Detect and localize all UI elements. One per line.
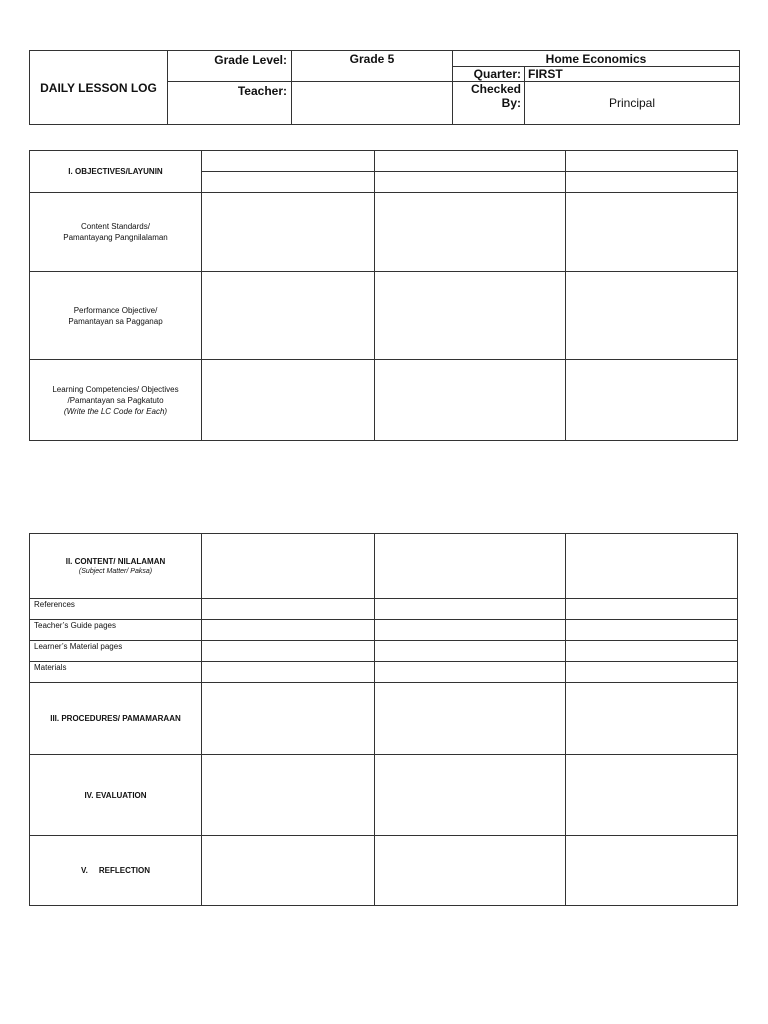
references-day2[interactable] [375,599,566,620]
materials-label: Materials [30,662,202,683]
performance-day3[interactable] [566,272,738,360]
materials-day3[interactable] [566,662,738,683]
learners-material-day3[interactable] [566,641,738,662]
checked-by-label: Checked By: [453,82,525,125]
lc-line1: Learning Competencies/ Objectives [52,384,179,394]
performance-day1[interactable] [202,272,375,360]
principal-field[interactable]: Principal [525,82,740,125]
performance-objective-label [30,272,202,360]
performance-line2: Pamantayan sa Pagganap [68,316,163,326]
performance-day2[interactable] [375,272,566,360]
content-standards-line1: Content Standards/ [81,222,150,231]
content-standards-line2: Pamantayang Pangnilalaman [63,233,168,242]
reflection-day1[interactable] [202,836,375,906]
materials-day1[interactable] [202,662,375,683]
content-standards-day3[interactable] [566,193,738,272]
content-heading [30,534,202,599]
references-day1[interactable] [202,599,375,620]
procedures-day3[interactable] [566,683,738,755]
performance-line1: Performance Objective/ [73,305,158,315]
references-label: References [30,599,202,620]
day1-subheader-cell[interactable] [202,172,375,193]
learners-material-day2[interactable] [375,641,566,662]
page-title: DAILY LESSON LOG [30,51,168,125]
grade-level-label: Grade Level: [168,51,292,82]
content-standards-label [30,193,202,272]
learning-competencies-day2[interactable] [375,360,566,441]
evaluation-day2[interactable] [375,755,566,836]
content-heading-text: II. CONTENT/ NILALAMAN [65,557,166,566]
learners-material-day1[interactable] [202,641,375,662]
content-table [29,533,738,906]
objectives-heading: I. OBJECTIVES/LAYUNIN [30,151,202,193]
teacher-label: Teacher: [168,82,292,125]
quarter-value[interactable]: FIRST [525,67,740,82]
reflection-heading: V. REFLECTION [30,836,202,906]
procedures-heading: III. PROCEDURES/ PAMAMARAAN [30,683,202,755]
day1-header-cell[interactable] [202,151,375,172]
learning-competencies-label [30,360,202,441]
day3-subheader-cell[interactable] [566,172,738,193]
objectives-table [29,150,738,441]
header-table [29,50,740,125]
lc-note: (Write the LC Code for Each) [63,406,168,416]
procedures-day2[interactable] [375,683,566,755]
day2-subheader-cell[interactable] [375,172,566,193]
reflection-day3[interactable] [566,836,738,906]
content-day2[interactable] [375,534,566,599]
grade-level-value[interactable]: Grade 5 [292,51,453,82]
content-subheading: (Subject Matter/ Paksa) [78,568,153,575]
reflection-day2[interactable] [375,836,566,906]
teacher-field[interactable] [292,82,453,125]
teachers-guide-day3[interactable] [566,620,738,641]
quarter-label: Quarter: [453,67,525,82]
content-standards-day1[interactable] [202,193,375,272]
evaluation-heading: IV. EVALUATION [30,755,202,836]
materials-day2[interactable] [375,662,566,683]
teachers-guide-day1[interactable] [202,620,375,641]
references-day3[interactable] [566,599,738,620]
learners-material-label: Learner’s Material pages [30,641,202,662]
day3-header-cell[interactable] [566,151,738,172]
evaluation-day1[interactable] [202,755,375,836]
subject-value[interactable]: Home Economics [453,51,740,67]
content-standards-day2[interactable] [375,193,566,272]
teachers-guide-day2[interactable] [375,620,566,641]
day2-header-cell[interactable] [375,151,566,172]
teachers-guide-label: Teacher’s Guide pages [30,620,202,641]
evaluation-day3[interactable] [566,755,738,836]
learning-competencies-day1[interactable] [202,360,375,441]
content-day1[interactable] [202,534,375,599]
procedures-day1[interactable] [202,683,375,755]
content-day3[interactable] [566,534,738,599]
learning-competencies-day3[interactable] [566,360,738,441]
lc-line2: /Pamantayan sa Pagkatuto [67,395,164,405]
